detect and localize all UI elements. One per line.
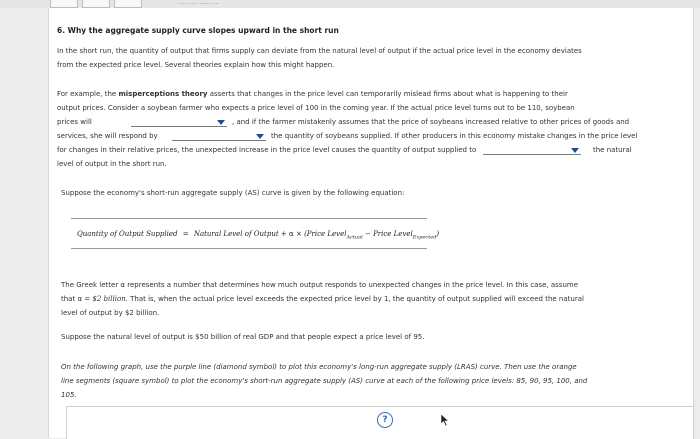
greek-line-2-pre: that α = [61,295,93,303]
para2-line-6: level of output in the short run. [57,160,167,168]
greek-line-2-post: . That is, when the actual price level exceeds the expected price level by 1, the quantity of output supplied will exceed the natural [125,295,584,303]
farmer-response-dropdown[interactable] [172,133,266,141]
equation-sub-expected: Expected [412,234,437,241]
para2-line-5-post: the natural [593,146,632,154]
question-panel [48,8,694,438]
output-supplied-dropdown[interactable] [483,147,581,155]
graph-instructions-line-2: line segments (square symbol) to plot the economy's short-run aggregate supply (AS) curve at each of the following price levels: 85, 90, 95, 100, and [61,377,588,385]
top-toolbar-strip [0,0,700,8]
equation-sub-actual: Actual [346,234,363,241]
equation-price-level-actual: (Price Level [304,230,347,238]
para2-line-1-post: asserts that changes in the price level can temporarily mislead firms about what is happening to their [207,90,568,98]
para2-line-2: output prices. Consider a soybean farmer who expects a price level of 100 in the coming year. If the actual price level turns out to be 110, soybean [57,104,575,112]
intro-line-1: In the short run, the quantity of output that firms supply can deviate from the natural level of output if the actual price level in the economy deviates [57,47,582,55]
section-title: 6. Why the aggregate supply curve slopes upward in the short run [57,26,339,35]
equation-top-rule [71,218,427,219]
para2-line-4-pre: services, she will respond by [57,132,158,140]
mouse-pointer-icon [441,414,449,426]
equation-close-paren: ) [436,230,440,238]
chevron-down-icon [571,148,579,153]
tool-tab-2[interactable] [82,0,110,8]
intro-line-2: from the expected price level. Several theories explain how this might happen. [57,61,335,69]
misperceptions-theory-term: misperceptions theory [118,90,208,98]
greek-line-1: The Greek letter α represents a number that determines how much output responds to unexpected changes in the price level. In this case, assume [61,281,579,289]
para2-line-3-post: , and if the farmer mistakenly assumes that the price of soybeans increased relative to other prices of goods and [232,118,630,126]
greek-line-2 [61,292,584,307]
graph-instructions-line-1: On the following graph, use the purple line (diamond symbol) to plot this economy's long-run aggregate supply (LRAS) curve. Then use the orange [61,363,577,371]
soybean-prices-dropdown[interactable] [131,119,227,127]
as-equation [77,230,439,240]
suppose-equation-text: Suppose the economy's short-run aggregate supply (AS) curve is given by the following equation: [61,189,405,197]
equation-price-level-expected: − Price Level [364,230,413,238]
equation-equals: = [182,230,189,238]
equation-natural-level: Natural Level of Output [193,230,279,238]
para2-line-3-pre: prices will [57,118,92,126]
tool-tab-1[interactable] [50,0,78,8]
alpha-value: $2 billion [92,295,126,303]
para2-line-1 [57,87,568,102]
chevron-down-icon [256,134,264,139]
clipped-header-text: ...... ..... ....... ... [178,0,219,6]
equation-lhs: Quantity of Output Supplied [77,230,178,238]
graph-area[interactable] [66,406,694,439]
greek-line-3: level of output by $2 billion. [61,309,160,317]
para2-line-5-pre: for changes in their relative prices, the unexpected increase in the price level causes the quantity of output supplied to [57,146,477,154]
equation-bottom-rule [71,248,427,249]
para2-line-4-post: the quantity of soybeans supplied. If other producers in this economy mistake changes in the price level [271,132,638,140]
suppose-natural-level: Suppose the natural level of output is $50 billion of real GDP and that people expect a price level of 95. [61,333,425,341]
equation-plus-alpha: + α × [280,230,302,238]
help-icon[interactable]: ? [377,412,393,428]
para2-line-1-pre: For example, the [57,90,119,98]
tool-tab-3[interactable] [114,0,142,8]
graph-instructions-line-3: 105. [61,391,77,399]
chevron-down-icon [217,120,225,125]
